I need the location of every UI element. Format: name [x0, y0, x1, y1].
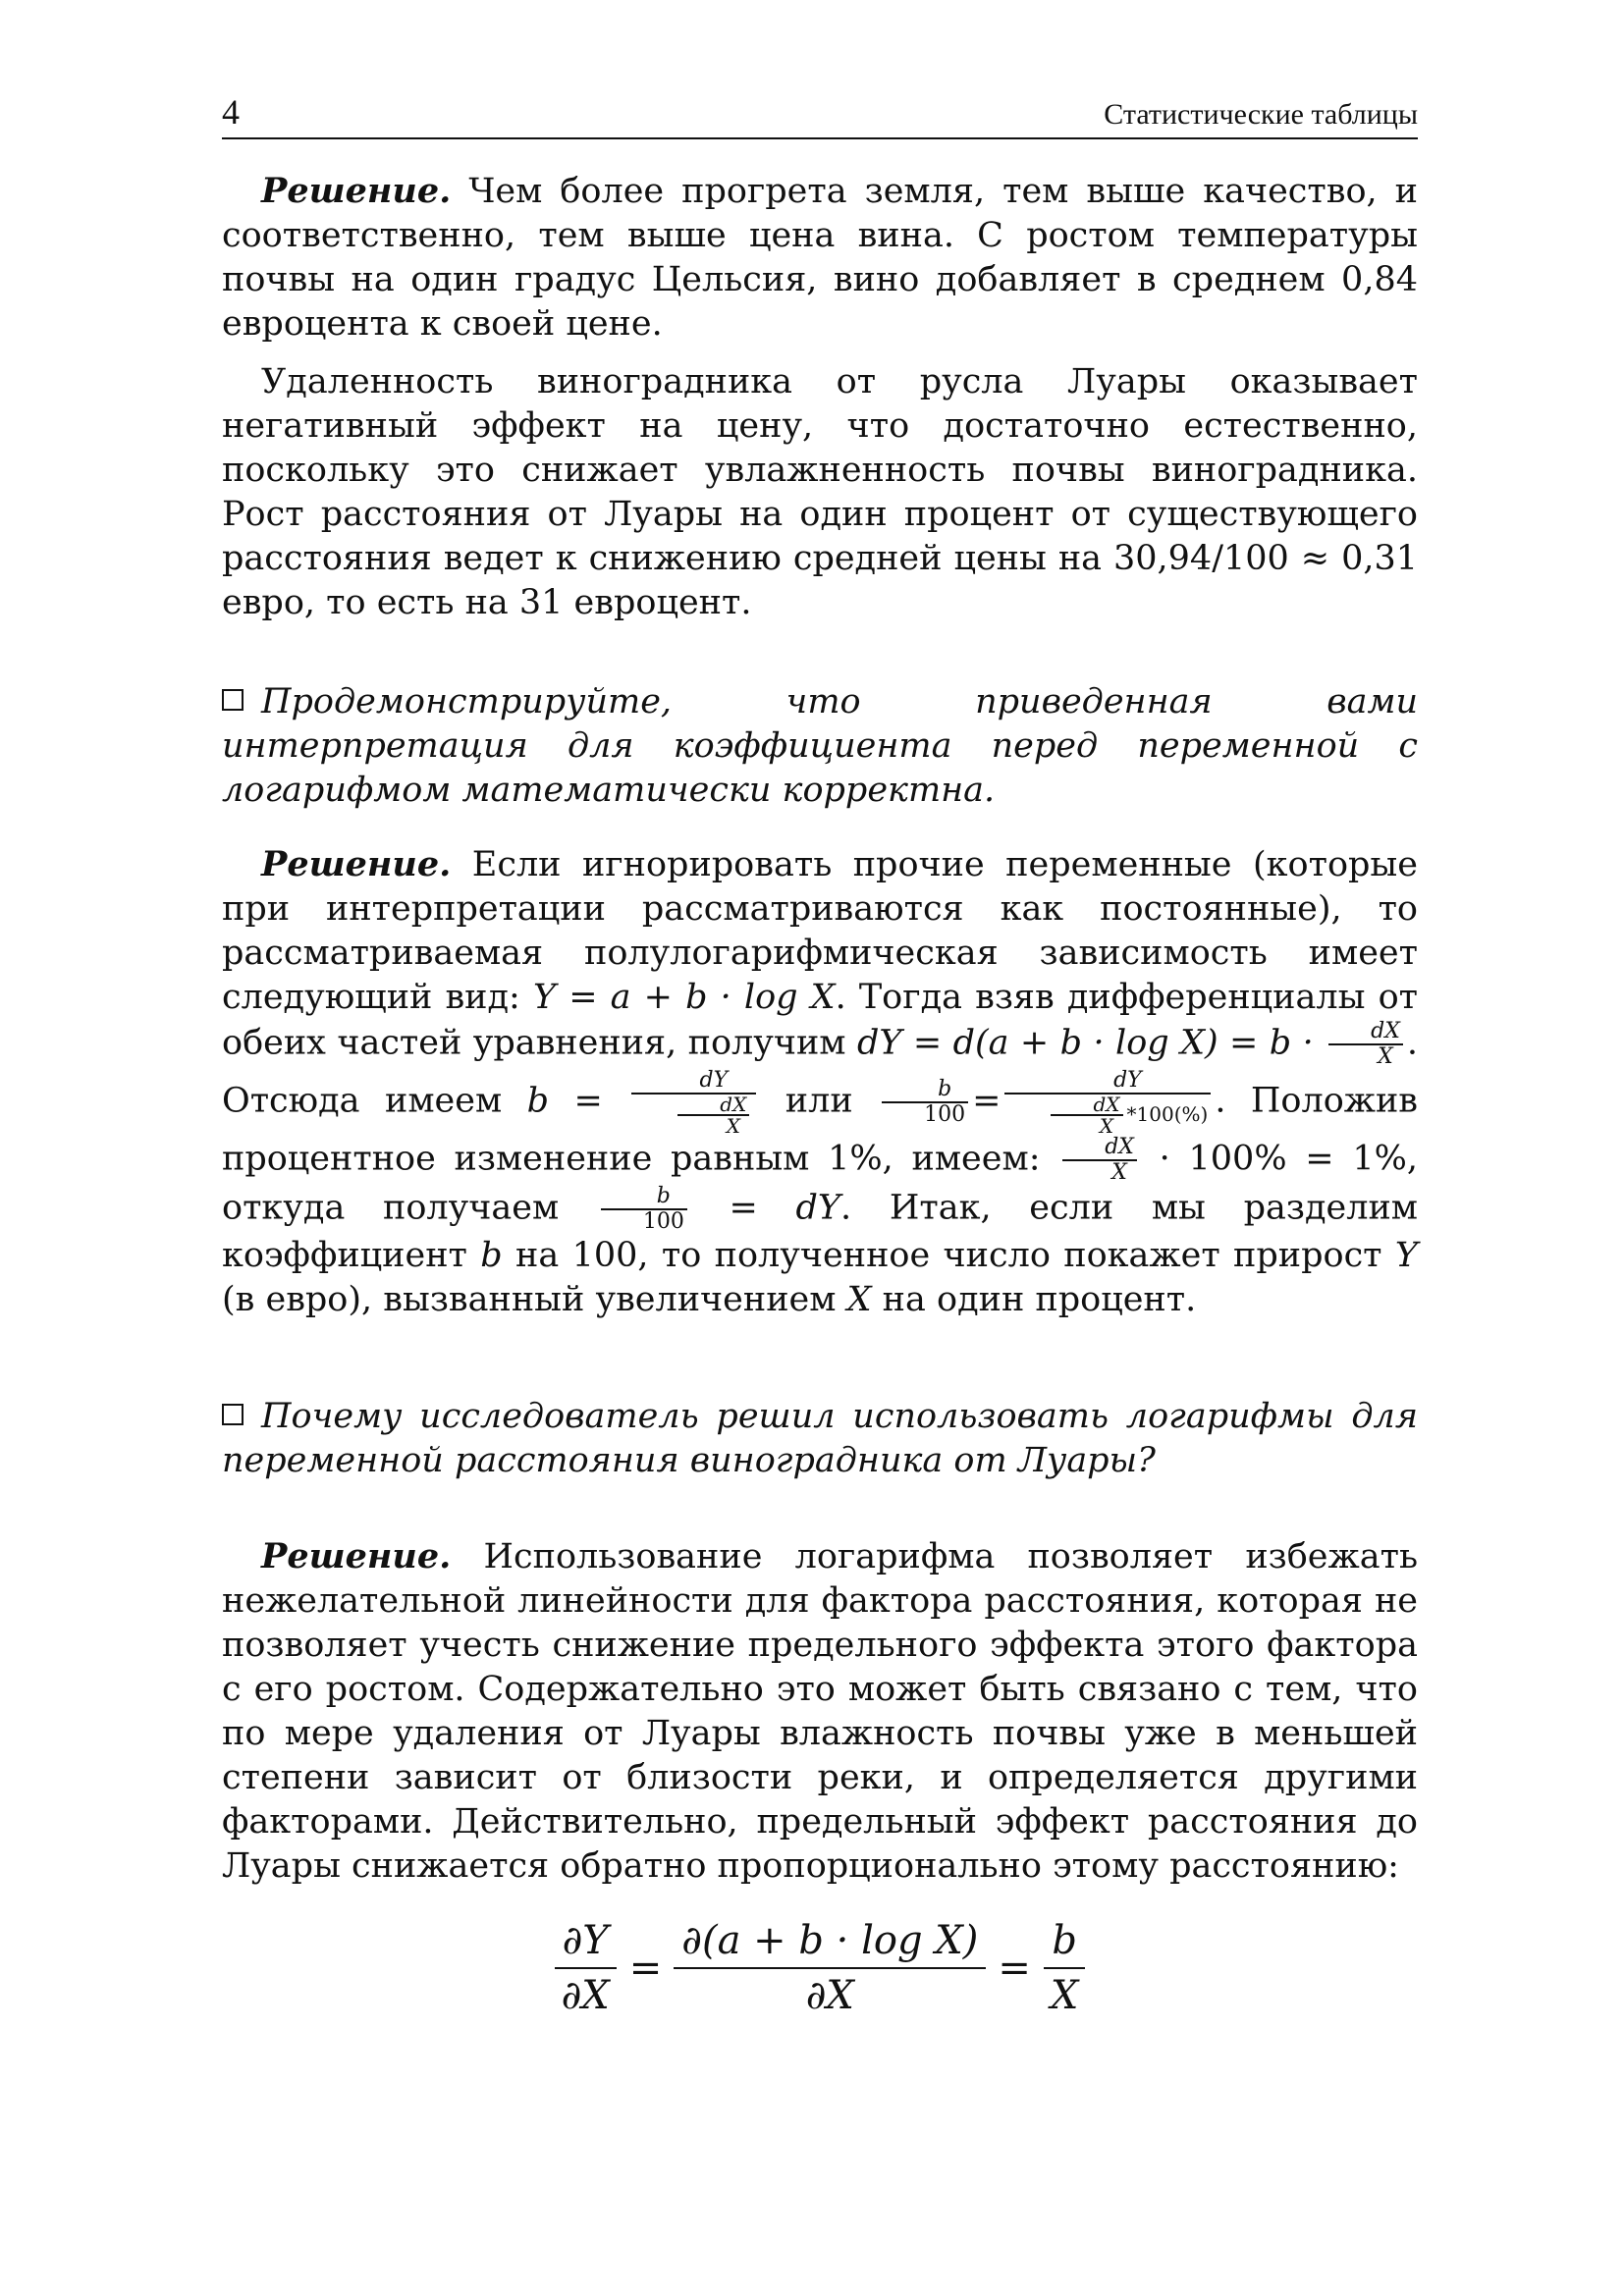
- fraction-nested: [677, 1095, 749, 1136]
- math-inline: · 100% = 1%: [1140, 1139, 1407, 1179]
- paragraph-text: , откуда получаем: [222, 1139, 1418, 1228]
- fraction-b-over-x: [1043, 1914, 1086, 2022]
- question-text: Продемонстрируйте, что приведенная вами интерпретация для коэффициента перед переменной с логарифмом математически корректна.: [222, 682, 1418, 810]
- equals-sign: =: [972, 1081, 1001, 1121]
- fraction-partial-expression: [674, 1914, 986, 2022]
- paragraph-2: Удаленность виноградника от русла Луары оказывает негативный эффект на цену, что достаточно естественно, поскольку это снижает увлажненность почвы виноградника. Рост расстояния от Луары на один процент от существующего расстояния ведет к снижению средней цены на 30,94/100 ≈ 0,31 евро, то есть на 31 евроцент.: [222, 362, 1418, 622]
- fraction-b-over-100: [601, 1185, 687, 1234]
- fraction-suffix: *100(%): [1126, 1102, 1209, 1126]
- fraction-nested: [1051, 1095, 1122, 1136]
- paragraph-text: . Тогда взяв дифференциалы от обеих частей уравнения, получим: [222, 978, 1419, 1063]
- fraction-denominator: [1004, 1095, 1211, 1136]
- checkbox-icon: [222, 1404, 244, 1425]
- paragraph-text: на 100, то полученное число покажет прирост: [502, 1236, 1395, 1275]
- math-symbol: Y: [1394, 1236, 1419, 1275]
- fraction-b-over-100: [882, 1078, 968, 1127]
- paragraph-text: . Отсюда имеем: [222, 1023, 1419, 1121]
- fraction-partial-y-x: [554, 1914, 618, 2022]
- equals-sign: =: [628, 1946, 663, 1991]
- fraction-numerator: b: [601, 1185, 687, 1210]
- paragraph-solution-1: [222, 169, 1418, 347]
- question-2: [222, 1395, 1418, 1483]
- fraction-numerator: dY: [631, 1069, 756, 1095]
- paragraph-text: . Положив процентное изменение равным 1%, имеем:: [222, 1081, 1419, 1179]
- paragraph-text: или: [760, 1081, 879, 1121]
- fraction-denominator: ∂X: [561, 1973, 610, 2018]
- paragraph-text: на один процент.: [871, 1280, 1197, 1319]
- fraction-denominator: X: [1378, 1044, 1393, 1069]
- math-symbol: X: [846, 1280, 872, 1319]
- fraction-numerator: dX: [1051, 1095, 1122, 1116]
- fraction-numerator: ∂Y: [555, 1914, 617, 1969]
- math-inline: Y = a + b · log X: [532, 978, 836, 1017]
- fraction-dy-over-dxx100: [1004, 1069, 1211, 1136]
- fraction-denominator: [631, 1095, 756, 1136]
- page: [222, 94, 1418, 2022]
- fraction-denominator: X: [1111, 1160, 1127, 1185]
- math-inline: = dY: [690, 1188, 841, 1228]
- solution-label: Решение.: [261, 844, 452, 884]
- running-title: Статистические таблицы: [1104, 98, 1418, 131]
- fraction-numerator: ∂(a + b · log X): [674, 1914, 986, 1969]
- paragraph-text: Чем более прогрета земля, тем выше качество, и соответственно, тем выше цена вина. С ростом температуры почвы на один градус Цельсия, вино добавляет в среднем 0,84 евроцента к своей цене.: [222, 172, 1418, 344]
- solution-label: Решение.: [261, 1536, 452, 1576]
- checkbox-icon: [222, 689, 244, 711]
- fraction-denominator: 100: [924, 1102, 966, 1127]
- paragraph-text: . Итак, если мы разделим коэффициент: [222, 1188, 1418, 1275]
- fraction-denominator: ∂X: [805, 1973, 854, 2018]
- question-1: [222, 680, 1418, 813]
- display-equation: [222, 1914, 1418, 2022]
- fraction-numerator: b: [1044, 1914, 1085, 1969]
- question-text: Почему исследователь решил использовать логарифмы для переменной расстояния виноградника от Луары?: [222, 1397, 1418, 1480]
- fraction-denominator: X: [1099, 1114, 1114, 1138]
- fraction-dx-over-x: [1062, 1136, 1137, 1185]
- paragraph-solution-2: [222, 842, 1418, 1322]
- fraction-numerator: b: [882, 1078, 968, 1103]
- fraction-numerator: dY: [1004, 1069, 1211, 1095]
- paragraph-text: (в евро), вызванный увеличением: [222, 1280, 847, 1319]
- fraction-numerator: dX: [1062, 1136, 1137, 1161]
- equals-sign: =: [998, 1946, 1031, 1991]
- fraction-dx-over-x: [1328, 1020, 1403, 1069]
- page-number: 4: [222, 92, 240, 132]
- fraction-denominator: 100: [642, 1209, 684, 1234]
- page-header: [222, 94, 1418, 139]
- fraction-dy-over-dxx: [631, 1069, 756, 1136]
- math-inline: b =: [526, 1081, 628, 1121]
- fraction-denominator: X: [726, 1114, 740, 1138]
- solution-label: Решение.: [261, 171, 452, 211]
- math-inline: dY = d(a + b · log X) = b ·: [856, 1023, 1326, 1063]
- math-symbol: b: [480, 1236, 503, 1275]
- fraction-denominator: X: [1050, 1973, 1079, 2018]
- paragraph-text: Использование логарифма позволяет избежать нежелательной линейности для фактора расстояния, которая не позволяет учесть снижение предельного эффекта этого фактора с его ростом. Содержательно это может быть связано с тем, что по мере удаления от Луары влажность почвы уже в меньшей степени зависит от близости реки, и определяется другими факторами. Действительно, предельный эффект расстояния до Луары снижается обратно пропорционально этому расстоянию:: [222, 1537, 1418, 1886]
- paragraph-text: Если игнорировать прочие переменные (которые при интерпретации рассматриваются как постоянные), то рассматриваемая полулогарифмическая зависимость имеет следующий вид:: [222, 845, 1418, 1017]
- fraction-numerator: dX: [677, 1095, 749, 1116]
- fraction-numerator: dX: [1328, 1020, 1403, 1045]
- paragraph-solution-3: [222, 1534, 1418, 1889]
